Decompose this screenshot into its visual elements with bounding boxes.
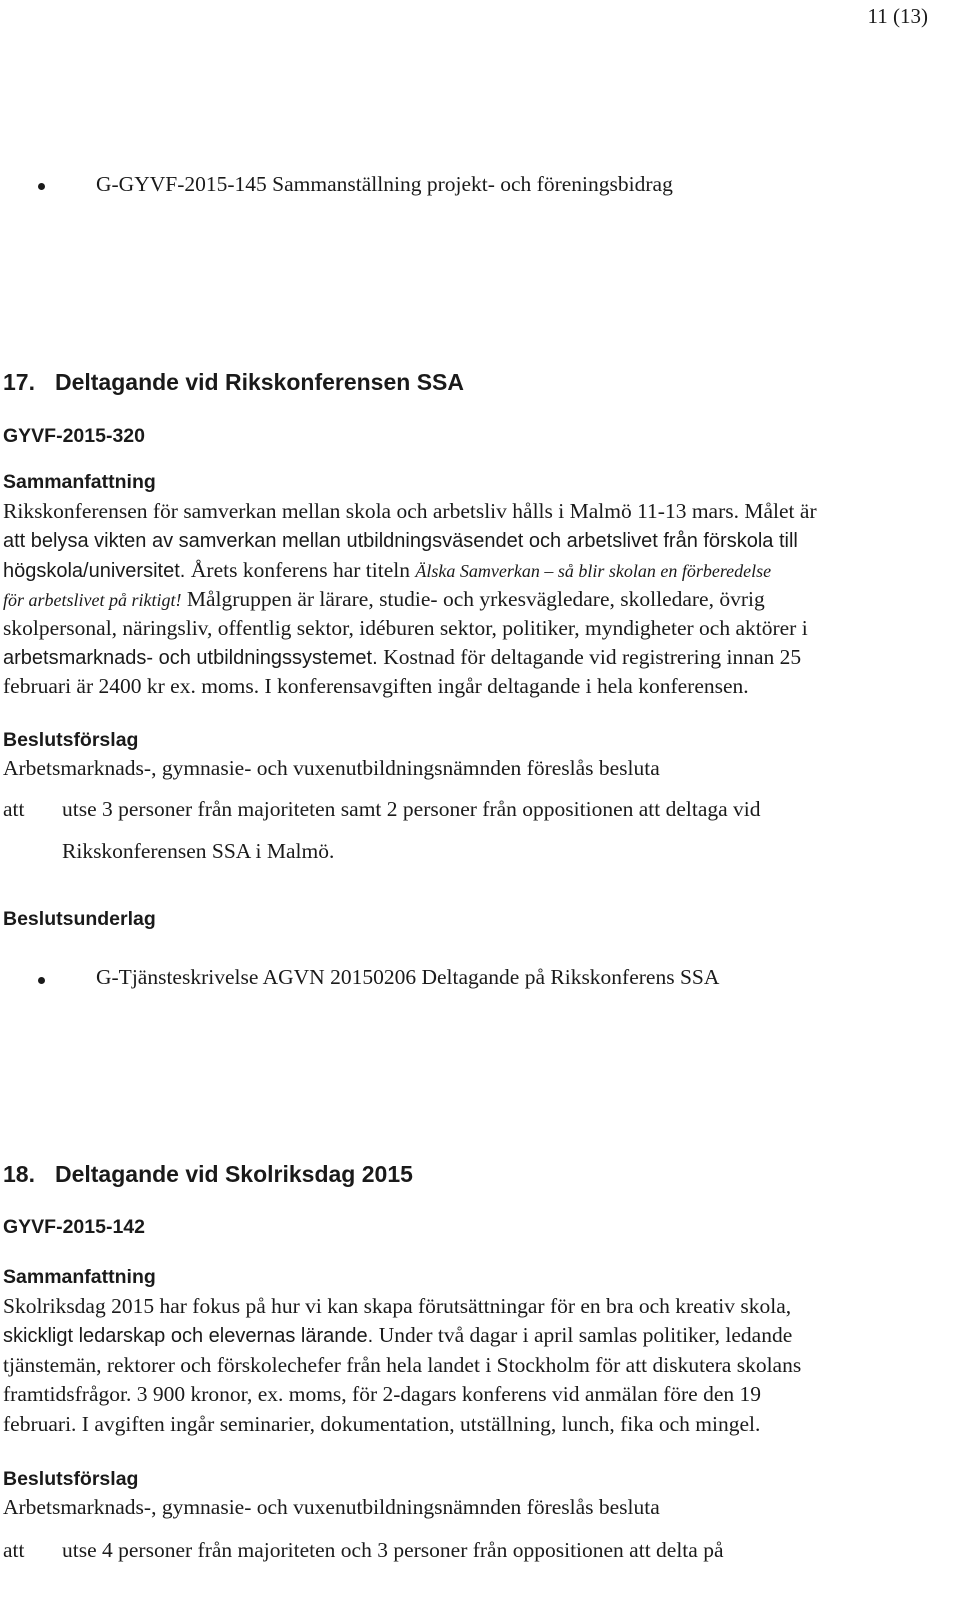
text-run: högskola/universitet.: [3, 560, 191, 582]
decision-line: utse 3 personer från majoriteten samt 2 personer från oppositionen att deltaga vid: [62, 797, 761, 821]
summary-line: tjänstemän, rektorer och förskolechefer från hela landet i Stockholm för att diskutera skolans: [3, 1353, 802, 1377]
section-18-heading: [3, 1161, 413, 1188]
text-run: Under två dagar i april samlas politiker, ledande: [378, 1323, 793, 1347]
att-label: att: [3, 797, 25, 821]
page-number: 11 (13): [867, 4, 928, 28]
bullet-icon: [38, 977, 45, 984]
text-run: skickligt ledarskap och elevernas lärande.: [3, 1325, 379, 1347]
summary-line: [3, 584, 765, 615]
attachment-item: G-GYVF-2015-145 Sammanställning projekt- och föreningsbidrag: [96, 172, 673, 196]
text-run: Årets konferens har titeln: [190, 558, 416, 582]
summary-line: [3, 1320, 792, 1351]
summary-line: februari. I avgiften ingår seminarier, dokumentation, utställning, lunch, fika och mingel.: [3, 1412, 761, 1436]
summary-line: Skolriksdag 2015 har fokus på hur vi kan skapa förutsättningar för en bra och kreativ skola,: [3, 1294, 792, 1318]
summary-line: att belysa vikten av samverkan mellan utbildningsväsendet och arbetslivet från förskola till: [3, 530, 798, 552]
section-number: 17.: [3, 369, 35, 395]
summary-line: skolpersonal, näringsliv, offentlig sektor, idéburen sektor, politiker, myndigheter och aktörer i: [3, 616, 808, 640]
proposal-text: Arbetsmarknads-, gymnasie- och vuxenutbildningsnämnden föreslås besluta: [3, 1495, 660, 1519]
section-17-heading: [3, 369, 464, 396]
proposal-heading: Beslutsförslag: [3, 729, 139, 751]
section-title: Deltagande vid Skolriksdag 2015: [54, 1161, 413, 1187]
summary-heading: Sammanfattning: [3, 1266, 156, 1288]
section-title: Deltagande vid Rikskonferensen SSA: [54, 369, 464, 395]
conference-title: för arbetslivet på riktigt!: [3, 590, 182, 610]
proposal-text: Arbetsmarknads-, gymnasie- och vuxenutbildningsnämnden föreslås besluta: [3, 756, 660, 780]
att-label: att: [3, 1538, 25, 1562]
summary-heading: Sammanfattning: [3, 471, 156, 493]
summary-line: [3, 642, 801, 673]
summary-line: februari är 2400 kr ex. moms. I konferensavgiften ingår deltagande i hela konferensen.: [3, 674, 749, 698]
case-id: GYVF-2015-142: [3, 1216, 145, 1238]
bullet-icon: [38, 183, 45, 190]
case-id: GYVF-2015-320: [3, 425, 145, 447]
section-number: 18.: [3, 1161, 35, 1187]
summary-line: [3, 555, 771, 586]
basis-heading: Beslutsunderlag: [3, 908, 156, 930]
text-run: Kostnad för deltagande vid registrering innan 25: [383, 645, 802, 669]
conference-title: Älska Samverkan – så blir skolan en förberedelse: [415, 561, 772, 581]
decision-line: utse 4 personer från majoriteten och 3 personer från oppositionen att delta på: [62, 1538, 724, 1562]
text-run: arbetsmarknads- och utbildningssystemet.: [3, 647, 384, 669]
text-run: Målgruppen är lärare, studie- och yrkesvägledare, skolledare, övrig: [181, 587, 765, 611]
proposal-heading: Beslutsförslag: [3, 1468, 139, 1490]
basis-item: G-Tjänsteskrivelse AGVN 20150206 Deltagande på Rikskonferens SSA: [96, 965, 720, 989]
summary-line: Rikskonferensen för samverkan mellan skola och arbetsliv hålls i Malmö 11-13 mars. Målet är: [3, 499, 817, 523]
summary-line: framtidsfrågor. 3 900 kronor, ex. moms, för 2-dagars konferens vid anmälan före den 19: [3, 1382, 761, 1406]
decision-line: Rikskonferensen SSA i Malmö.: [62, 839, 335, 863]
